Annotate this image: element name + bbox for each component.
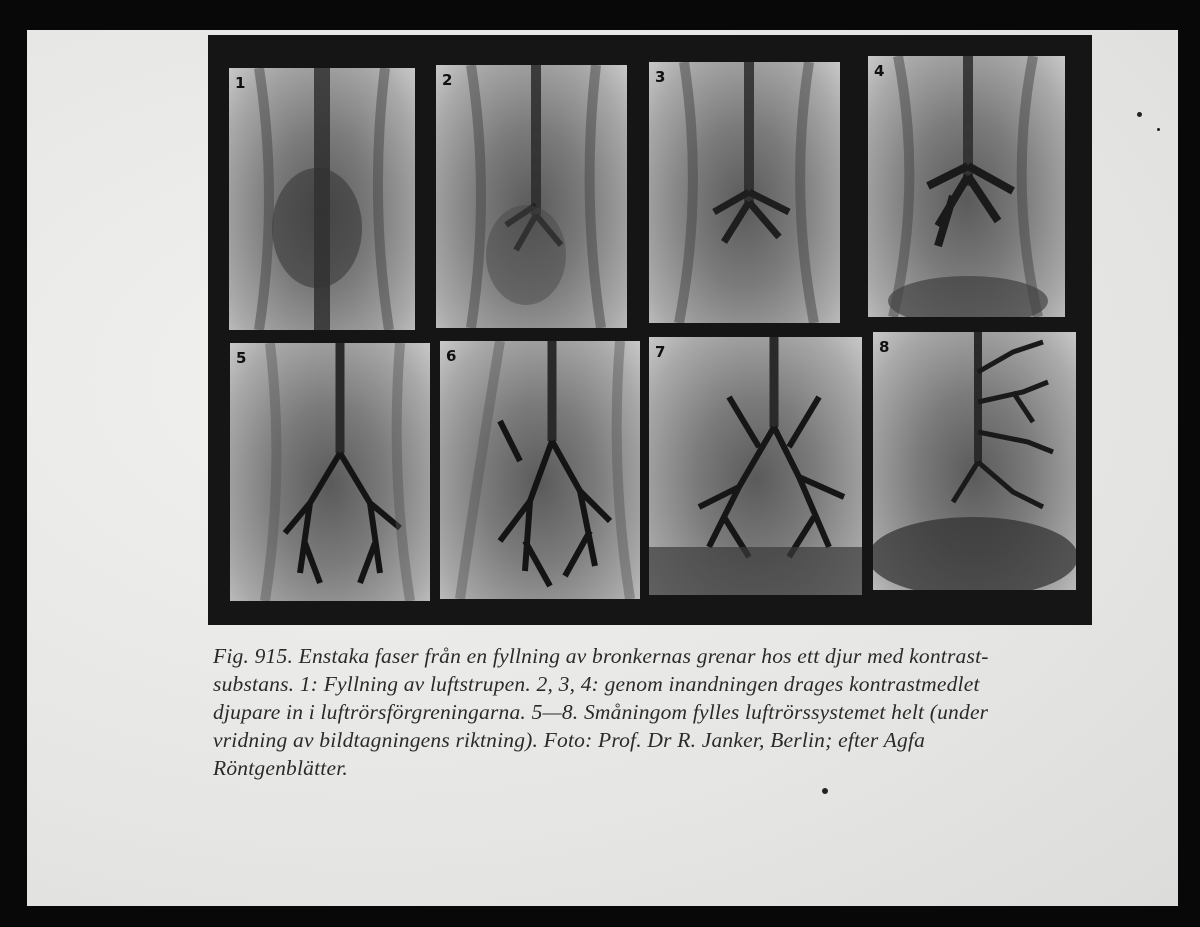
caption-line-3: djupare in i luftrörsförgreningarna. 5—8. Småningom fylles luftrörssystemet helt (under	[213, 700, 989, 724]
trachea-drawing	[868, 56, 1065, 317]
panel-number: 4	[874, 62, 885, 80]
panel-number: 1	[235, 74, 246, 92]
xray-panel-1	[229, 68, 415, 330]
bronchial-tree-drawing	[440, 341, 640, 599]
panel-number: 8	[879, 338, 890, 356]
caption-line-5: Röntgenblätter.	[213, 756, 348, 780]
xray-panel-3	[649, 62, 840, 323]
panel-number: 3	[655, 68, 666, 86]
bronchial-tree-drawing	[873, 332, 1076, 590]
xray-photo-grid	[208, 35, 1092, 625]
panel-number: 6	[446, 347, 457, 365]
dust-speck	[1137, 112, 1142, 117]
panel-number: 5	[236, 349, 247, 367]
dust-speck	[1157, 128, 1160, 131]
xray-panel-6	[440, 341, 640, 599]
xray-panel-2	[436, 65, 627, 328]
xray-panel-5	[230, 343, 430, 601]
trachea-drawing	[229, 68, 415, 330]
bronchial-tree-drawing	[230, 343, 430, 601]
caption-line-2: substans. 1: Fyllning av luftstrupen. 2, 3, 4: genom inandningen drages kontrastmedlet	[213, 672, 980, 696]
dust-speck	[822, 788, 828, 794]
trachea-drawing	[436, 65, 627, 328]
xray-panel-4	[868, 56, 1065, 317]
panel-number: 2	[442, 71, 453, 89]
panel-number: 7	[655, 343, 666, 361]
lantern-slide	[27, 30, 1178, 906]
trachea-drawing	[649, 62, 840, 323]
figure-caption	[213, 642, 1113, 782]
xray-panel-7	[649, 337, 862, 595]
xray-panel-8	[873, 332, 1076, 590]
caption-line-1: Fig. 915. Enstaka faser från en fyllning av bronkernas grenar hos ett djur med kontrast-	[213, 644, 989, 668]
bronchial-tree-drawing	[649, 337, 862, 595]
caption-line-4: vridning av bildtagningens riktning). Foto: Prof. Dr R. Janker, Berlin; efter Agfa	[213, 728, 926, 752]
